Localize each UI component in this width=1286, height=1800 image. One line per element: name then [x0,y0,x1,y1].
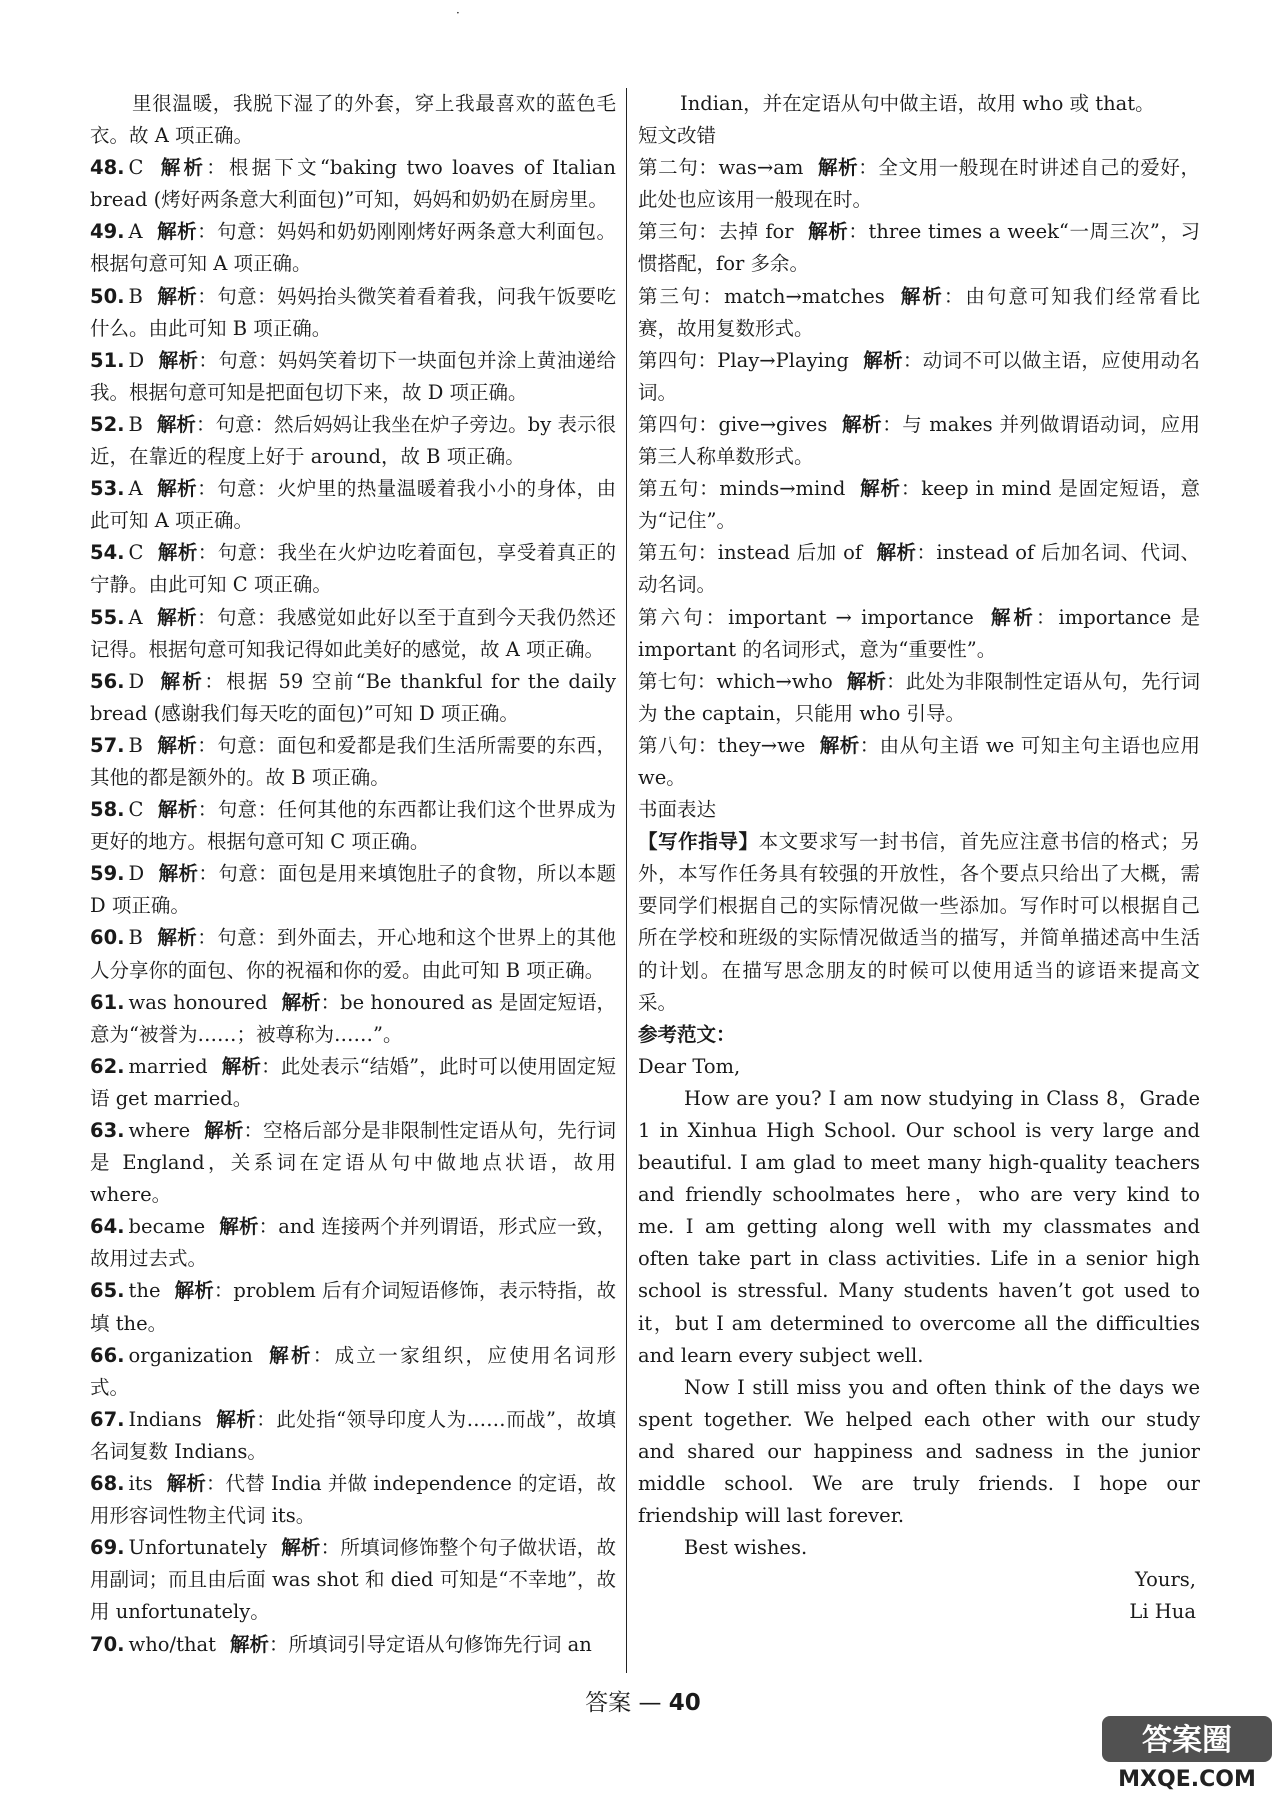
analysis-label: 解析 [876,541,917,565]
top-mark: · [456,6,460,20]
item-number: 59. [90,862,125,886]
correction-explanation: ：instead of 后加名词、代词、动名词。 [638,541,1200,597]
correction-explanation: ：由句意可知我们经常看比赛，故用复数形式。 [638,284,1200,340]
continued-text: Indian，并在定语从句中做主语，故用 who 或 that。 [680,92,1155,115]
correction-explanation: ：此处为非限制性定语从句，先行词为 the captain，只能用 who 引导。 [638,669,1200,725]
item-explanation: ：句意：面包是用来填饱肚子的食物，所以本题 D 项正确。 [90,862,616,918]
analysis-label: 解析 [166,1472,206,1496]
analysis-label: 解析 [174,1279,214,1303]
svg-text:答案圈: 答案圈 [1142,1723,1232,1758]
left-column [90,88,616,1698]
item-answer: the [128,1279,161,1303]
item-number: 51. [90,348,125,372]
analysis-label: 解析 [281,1536,321,1560]
item-explanation: ：成立一家组织，应使用名词形式。 [90,1343,616,1399]
item-number: 48. [90,156,125,180]
item-explanation: ：and 连接两个并列谓语，形式应一致，故用过去式。 [90,1215,616,1271]
item-number: 54. [90,541,125,565]
analysis-label: 解析 [266,1343,313,1367]
item-answer: was honoured [128,990,268,1014]
item-explanation: ：代替 India 并做 independence 的定语，故用形容词性物主代词 its。 [90,1472,616,1528]
correction-item [638,473,1200,537]
answer-item [90,1275,616,1339]
correction-head: 第四句：give→gives [638,412,828,436]
item-answer: B [128,926,143,950]
answer-item [90,794,616,858]
correction-head: 第七句：which→who [638,669,833,693]
item-answer: married [128,1054,208,1078]
item-number: 69. [90,1536,125,1560]
item-answer: its [128,1472,153,1496]
item-answer: C [128,156,144,180]
guide-label: 【写作指导】 [638,830,759,854]
item-answer: C [128,541,144,565]
item-answer: Indians [128,1407,202,1431]
item-number: 62. [90,1054,125,1078]
item-number: 70. [90,1632,125,1656]
item-explanation: ：句意：我坐在火炉边吃着面包，享受着真正的宁静。由此可知 C 项正确。 [90,541,616,597]
item-answer: organization [128,1343,253,1367]
answer-item [90,1629,616,1661]
item-explanation: ：此处指“领导印度人为……而战”，故填名词复数 Indians。 [90,1407,616,1463]
answer-item [90,409,616,473]
correction-item [638,602,1200,666]
item-explanation: ：be honoured as 是固定短语，意为“被誉为……；被尊称为……”。 [90,990,616,1046]
item-answer: C [128,798,144,822]
analysis-label: 解析 [819,733,860,757]
analysis-label: 解析 [204,1119,244,1142]
writing-guide [638,826,1200,1019]
item-explanation: ：句意：面包和爱都是我们生活所需要的东西，其他的都是额外的。故 B 项正确。 [90,733,616,789]
correction-item [638,537,1200,601]
correction-head: 第五句：instead 后加 of [638,541,863,565]
analysis-label: 解析 [156,412,196,436]
letter-greeting: Dear Tom, [638,1054,741,1078]
analysis-label: 解析 [158,669,205,693]
letter-signature: Li Hua [1129,1600,1196,1624]
letter-paragraph-1: How are you? I am now studying in Class 8，Grade 1 in Xinhua High School. Our school is very large and beautiful. I am glad to meet many high-quality teachers and friendly schoolmates here，who are very kind to me. I am getting along well with my classmates and often take part in class activities. Life in a senior high school is stressful. Many students haven’t got used to it，but I am determined to overcome all the difficulties and learn every subject well. [638,1086,1200,1367]
item-explanation: ：problem 后有介词短语修饰，表示特指，故填 the。 [90,1279,616,1335]
answer-item [90,1051,616,1115]
section-heading-error-correction: 短文改错 [638,124,717,148]
correction-explanation: ：动词不可以做主语，应使用动名词。 [638,348,1200,404]
analysis-label: 解析 [156,220,198,244]
correction-item [638,409,1200,473]
sample-label: 参考范文： [638,1022,736,1046]
answer-item [90,216,616,280]
item-explanation: ：句意：火炉里的热量温暖着我小小的身体，由此可知 A 项正确。 [90,477,616,533]
item-answer: became [128,1215,206,1239]
item-answer: D [128,862,145,886]
section-heading-writing: 书面表达 [638,798,717,822]
analysis-label: 解析 [846,669,887,693]
analysis-label: 解析 [156,733,198,757]
analysis-label: 解析 [281,990,321,1014]
item-number: 60. [90,926,125,950]
analysis-label: 解析 [862,348,903,372]
analysis-label: 解析 [156,926,198,950]
answer-item [90,1115,616,1211]
item-answer: Unfortunately [128,1536,268,1560]
analysis-label: 解析 [817,156,859,180]
analysis-label: 解析 [157,541,198,565]
letter-yours: Yours, [1134,1568,1196,1592]
letter-closing: Best wishes. [684,1536,808,1560]
analysis-label: 解析 [157,798,198,822]
continued-text: 里很温暖，我脱下湿了的外套，穿上我最喜欢的蓝色毛衣。故 A 项正确。 [90,92,616,148]
correction-explanation: ：importance 是 important 的名词形式，意为“重要性”。 [638,605,1200,661]
analysis-label: 解析 [158,862,199,886]
item-explanation: ：根据 59 空前“Be thankful for the daily bread (感谢我们每天吃的面包)”可知 D 项正确。 [90,669,616,725]
item-answer: B [128,284,143,308]
analysis-label: 解析 [898,284,944,308]
analysis-label: 解析 [156,605,198,629]
answer-item [90,1468,616,1532]
correction-item [638,152,1200,216]
item-number: 53. [90,477,125,501]
answer-item [90,1532,616,1628]
correction-item [638,345,1200,409]
correction-item [638,666,1200,730]
right-column [638,88,1200,1628]
analysis-label: 解析 [859,477,901,501]
item-number: 61. [90,990,125,1014]
answer-item [90,281,616,345]
analysis-label: 解析 [987,605,1036,629]
answer-item [90,602,616,666]
item-explanation: ：所填词引导定语从句修饰先行词 an [268,1632,592,1656]
item-answer: A [128,477,143,501]
answer-item [90,1211,616,1275]
answer-item [90,152,616,216]
correction-head: 第四句：Play→Playing [638,348,849,372]
letter-paragraph-2: Now I still miss you and often think of the days we spent together. We helped each other with our study and shared our happiness and sadness in the junior middle school. We are truly friends. I hope our friendship will last forever. [638,1375,1200,1528]
item-number: 58. [90,798,125,822]
item-explanation: ：句意：我感觉如此好以至于直到今天我仍然还记得。根据句意可知我记得如此美好的感觉，故 A 项正确。 [90,605,616,661]
svg-text:MXQE.COM: MXQE.COM [1118,1767,1256,1792]
item-explanation: ：句意：妈妈抬头微笑着看着我，问我午饭要吃什么。由此可知 B 项正确。 [90,284,616,340]
footer-label: 答案 [585,1690,632,1716]
item-number: 57. [90,733,125,757]
item-number: 65. [90,1279,125,1303]
analysis-label: 解析 [158,348,199,372]
analysis-label: 解析 [215,1407,257,1431]
item-explanation: ：句意：妈妈笑着切下一块面包并涂上黄油递给我。根据句意可知是把面包切下来，故 D 项正确。 [90,348,616,404]
item-number: 64. [90,1215,125,1239]
item-number: 49. [90,220,125,244]
item-explanation: ：此处表示“结婚”，此时可以使用固定短语 get married。 [90,1054,616,1110]
sample-letter [638,1051,1200,1628]
answer-item [90,922,616,986]
correction-head: 第三句：match→matches [638,284,885,308]
item-explanation: ：句意：到外面去，开心地和这个世界上的其他人分享你的面包、你的祝福和你的爱。由此可知 B 项正确。 [90,926,616,982]
page-number: 40 [668,1690,701,1716]
analysis-label: 解析 [157,156,207,180]
answer-item [90,345,616,409]
analysis-label: 解析 [221,1054,262,1078]
item-answer: B [128,733,143,757]
answer-item [90,537,616,601]
correction-head: 第二句：was→am [638,156,804,180]
correction-head: 第五句：minds→mind [638,477,846,501]
correction-head: 第六句：important → importance [638,605,974,629]
item-answer: A [128,220,143,244]
item-number: 52. [90,412,125,436]
item-explanation: ：空格后部分是非限制性定语从句，先行词是 England，关系词在定语从句中做地点状语，故用 where。 [90,1119,616,1207]
analysis-label: 解析 [841,412,883,436]
item-number: 50. [90,284,125,308]
answer-item [90,730,616,794]
page-footer [0,1684,1286,1717]
correction-head: 第八句：they→we [638,733,806,757]
analysis-label: 解析 [156,477,198,501]
item-number: 67. [90,1407,125,1431]
item-answer: D [128,669,145,693]
item-answer: A [128,605,143,629]
guide-text: 本文要求写一封书信，首先应注意书信的格式；另外，本写作任务具有较强的开放性，各个要点只给出了大概，需要同学们根据自己的实际情况做一些添加。写作时可以根据自己所在学校和班级的实际情况做适当的描写，并简单描述高中生活的计划。在描写思念朋友的时候可以使用适当的谚语来提高文采。 [638,830,1200,1014]
item-answer: D [128,348,145,372]
column-divider [626,88,627,1673]
item-number: 66. [90,1343,125,1367]
analysis-label: 解析 [156,284,198,308]
item-explanation: ：句意：妈妈和奶奶刚刚烤好两条意大利面包。根据句意可知 A 项正确。 [90,220,616,276]
correction-explanation: ：keep in mind 是固定短语，意为“记住”。 [638,477,1200,533]
watermark-logo [1098,1712,1276,1794]
correction-explanation: ：与 makes 并列做谓语动词，应用第三人称单数形式。 [638,412,1200,469]
correction-head: 第三句：去掉 for [638,220,794,244]
correction-item [638,216,1200,280]
corrections-list [638,152,1200,794]
answer-item [90,666,616,730]
correction-item [638,281,1200,345]
analysis-label: 解析 [807,220,849,244]
correction-explanation: ：three times a week“一周三次”，习惯搭配，for 多余。 [638,220,1200,276]
item-answer: where [128,1119,191,1142]
analysis-label: 解析 [229,1632,269,1656]
item-number: 68. [90,1472,125,1496]
item-answer: B [128,412,143,436]
item-number: 55. [90,605,125,629]
answer-item [90,1404,616,1468]
answer-item [90,1340,616,1404]
item-explanation: ：句意：然后妈妈让我坐在炉子旁边。by 表示很近，在靠近的程度上好于 around，故 B 项正确。 [90,412,616,469]
correction-explanation: ：全文用一般现在时讲述自己的爱好，此处也应该用一般现在时。 [638,156,1200,212]
correction-item [638,730,1200,794]
answer-item [90,858,616,922]
item-explanation: ：所填词修饰整个句子做状语，故用副词；而且由后面 was shot 和 died 可知是“不幸地”，故用 unfortunately。 [90,1536,616,1624]
correction-explanation: ：由从句主语 we 可知主句主语也应用 we。 [638,733,1200,789]
footer-dash: — [638,1690,662,1716]
item-explanation: ：句意：任何其他的东西都让我们这个世界成为更好的地方。根据句意可知 C 项正确。 [90,798,616,854]
analysis-label: 解析 [219,1215,259,1239]
item-number: 56. [90,669,125,693]
item-number: 63. [90,1119,125,1142]
item-answer: who/that [128,1632,216,1656]
answer-item [90,473,616,537]
answer-item [90,987,616,1051]
item-explanation: ：根据下文“baking two loaves of Italian bread (烤好两条意大利面包)”可知，妈妈和奶奶在厨房里。 [90,156,616,212]
